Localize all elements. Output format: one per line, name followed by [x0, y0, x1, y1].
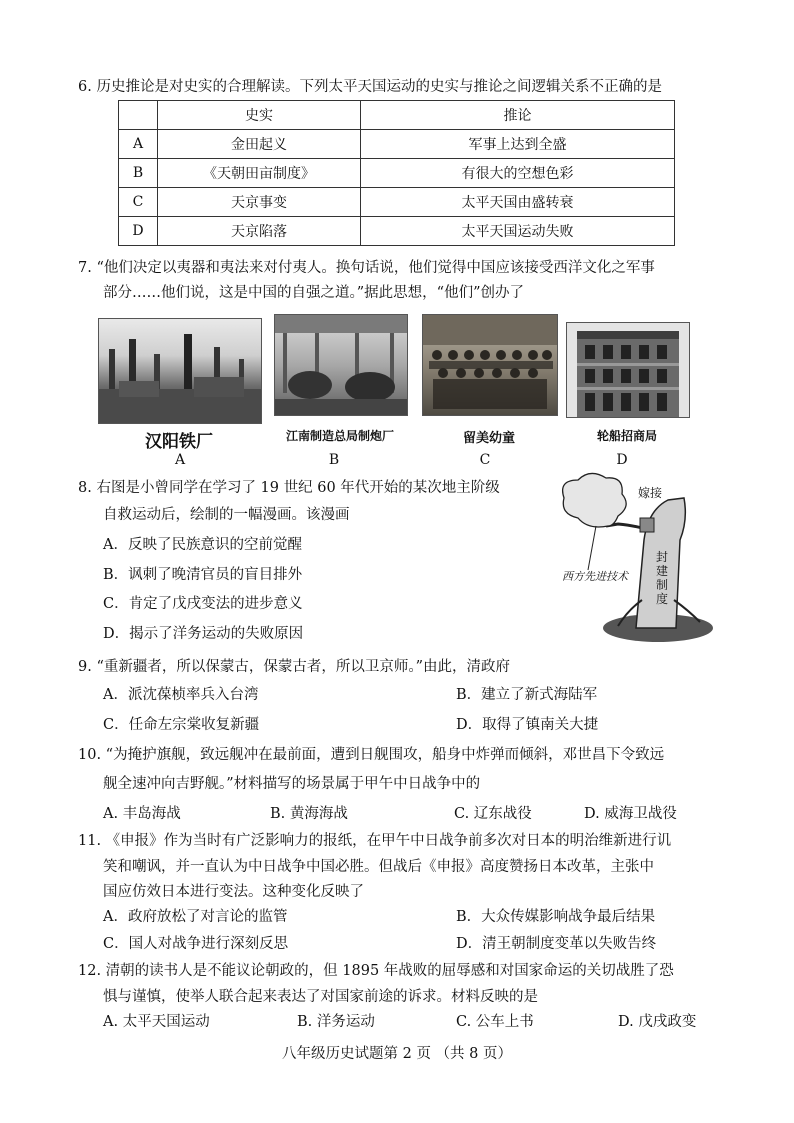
- photo-hanyang-ironworks: [98, 318, 262, 424]
- q10-option-a: A. 丰岛海战: [103, 806, 181, 822]
- table-cell: 有很大的空想色彩: [361, 159, 675, 188]
- q11-option-b: B．大众传媒影响战争最后结果: [456, 909, 656, 925]
- q8-option-a: A．反映了民族意识的空前觉醒: [103, 537, 302, 553]
- q8-stem-line1: 8. 右图是小曾同学在学习了 19 世纪 60 年代开始的某次地主阶级: [78, 480, 500, 496]
- label-a: A: [174, 452, 186, 468]
- q6-stem: 6. 历史推论是对史实的合理解读。下列太平天国运动的史实与推论之间逻辑关系不正确的是: [78, 79, 662, 95]
- building-image: [567, 323, 689, 417]
- q11-option-d: D．清王朝制度变革以失败告终: [456, 936, 657, 952]
- workshop-image: [275, 315, 407, 415]
- q8-option-c: C．肯定了戊戌变法的进步意义: [103, 596, 303, 612]
- table-row: [119, 217, 675, 246]
- photo-jiangnan-arsenal: [274, 314, 408, 416]
- q11-stem-line1: 11. 《申报》作为当时有广泛影响力的报纸，在甲午中日战争前多次对日本的明治维新进行讥: [78, 833, 672, 849]
- grafting-tree-cartoon: [548, 470, 718, 650]
- table-cell: D: [119, 217, 158, 246]
- q12-option-c: C. 公车上书: [456, 1014, 534, 1030]
- table-header-inference: 推论: [361, 101, 675, 130]
- table-cell: 金田起义: [158, 130, 361, 159]
- q8-option-b: B．讽刺了晚清官员的盲目排外: [103, 567, 303, 583]
- table-row: [119, 130, 675, 159]
- q11-stem-line2: 笑和嘲讽，并一直认为中日战争中国必胜。但战后《申报》高度赞扬日本改革，主张中: [103, 859, 654, 875]
- caption-b: 江南制造总局制炮厂: [285, 429, 394, 443]
- table-cell: [119, 101, 158, 130]
- caption-c: 留美幼童: [462, 431, 515, 446]
- photo-study-abroad-children: [422, 314, 558, 416]
- tree-cartoon-image: [548, 470, 718, 650]
- table-row: [119, 188, 675, 217]
- table-cell: 太平天国运动失败: [361, 217, 675, 246]
- q10-option-b: B. 黄海海战: [270, 806, 348, 822]
- table-header-fact: 史实: [158, 101, 361, 130]
- q9-option-c: C．任命左宗棠收复新疆: [103, 717, 260, 733]
- table-cell: 军事上达到全盛: [361, 130, 675, 159]
- group-photo-image: [423, 315, 557, 415]
- photo-merchants-steam-navigation: [566, 322, 690, 418]
- q10-stem-line1: 10. “为掩护旗舰，致远舰冲在最前面，遭到日舰围攻，船身中炸弹而倾斜，邓世昌下令致远: [78, 747, 665, 763]
- table-cell: 太平天国由盛转衰: [361, 188, 675, 217]
- table-cell: 天京事变: [158, 188, 361, 217]
- cartoon-label-feudal-system: 封建制度: [656, 550, 669, 606]
- label-d: D: [616, 452, 628, 468]
- q12-option-b: B. 洋务运动: [297, 1014, 375, 1030]
- q6-table: [118, 100, 675, 246]
- table-cell: B: [119, 159, 158, 188]
- page-footer: 八年级历史试题第 2 页 （共 8 页）: [282, 1046, 512, 1062]
- q9-option-a: A．派沈葆桢率兵入台湾: [103, 687, 259, 703]
- table-cell: C: [119, 188, 158, 217]
- q7-stem-line1: 7. “他们决定以夷器和夷法来对付夷人。换句话说，他们觉得中国应该接受西洋文化之军事: [78, 260, 655, 276]
- q12-option-d: D. 戊戌政变: [618, 1014, 697, 1030]
- table-cell: A: [119, 130, 158, 159]
- q8-option-d: D．揭示了洋务运动的失败原因: [103, 626, 304, 642]
- q9-option-b: B．建立了新式海陆军: [456, 687, 598, 703]
- q12-stem-line2: 惧与谨慎，使举人联合起来表达了对国家前途的诉求。材料反映的是: [103, 989, 538, 1005]
- table-row: [119, 159, 675, 188]
- caption-a: 汉阳铁厂: [145, 432, 213, 452]
- q11-option-c: C．国人对战争进行深刻反思: [103, 936, 289, 952]
- caption-d: 轮船招商局: [596, 429, 657, 443]
- cartoon-label-western-technology: 西方先进技术: [562, 570, 628, 583]
- table-cell: 《天朝田亩制度》: [158, 159, 361, 188]
- q9-stem: 9. “重新疆者，所以保蒙古，保蒙古者，所以卫京师。”由此，清政府: [78, 659, 511, 675]
- q7-stem-line2: 部分……他们说，这是中国的自强之道。”据此思想，“他们”创办了: [103, 285, 524, 301]
- q12-option-a: A. 太平天国运动: [103, 1014, 210, 1030]
- label-b: B: [328, 452, 340, 468]
- label-c: C: [479, 452, 491, 468]
- q9-option-d: D．取得了镇南关大捷: [456, 717, 599, 733]
- cartoon-label-graft: 嫁接: [638, 486, 663, 500]
- factory-image: [99, 319, 261, 423]
- q10-stem-line2: 舰全速冲向吉野舰。”材料描写的场景属于甲午中日战争中的: [103, 776, 481, 792]
- table-header-row: [119, 101, 675, 130]
- q8-stem-line2: 自救运动后，绘制的一幅漫画。该漫画: [103, 507, 350, 523]
- q12-stem-line1: 12. 清朝的读书人是不能议论朝政的，但 1895 年战败的屈辱感和对国家命运的关切战胜了恐: [78, 963, 674, 979]
- q11-stem-line3: 国应仿效日本进行变法。这种变化反映了: [103, 884, 364, 900]
- q10-option-c: C. 辽东战役: [454, 806, 532, 822]
- table-cell: 天京陷落: [158, 217, 361, 246]
- q11-option-a: A．政府放松了对言论的监管: [103, 909, 288, 925]
- q10-option-d: D. 威海卫战役: [584, 806, 677, 822]
